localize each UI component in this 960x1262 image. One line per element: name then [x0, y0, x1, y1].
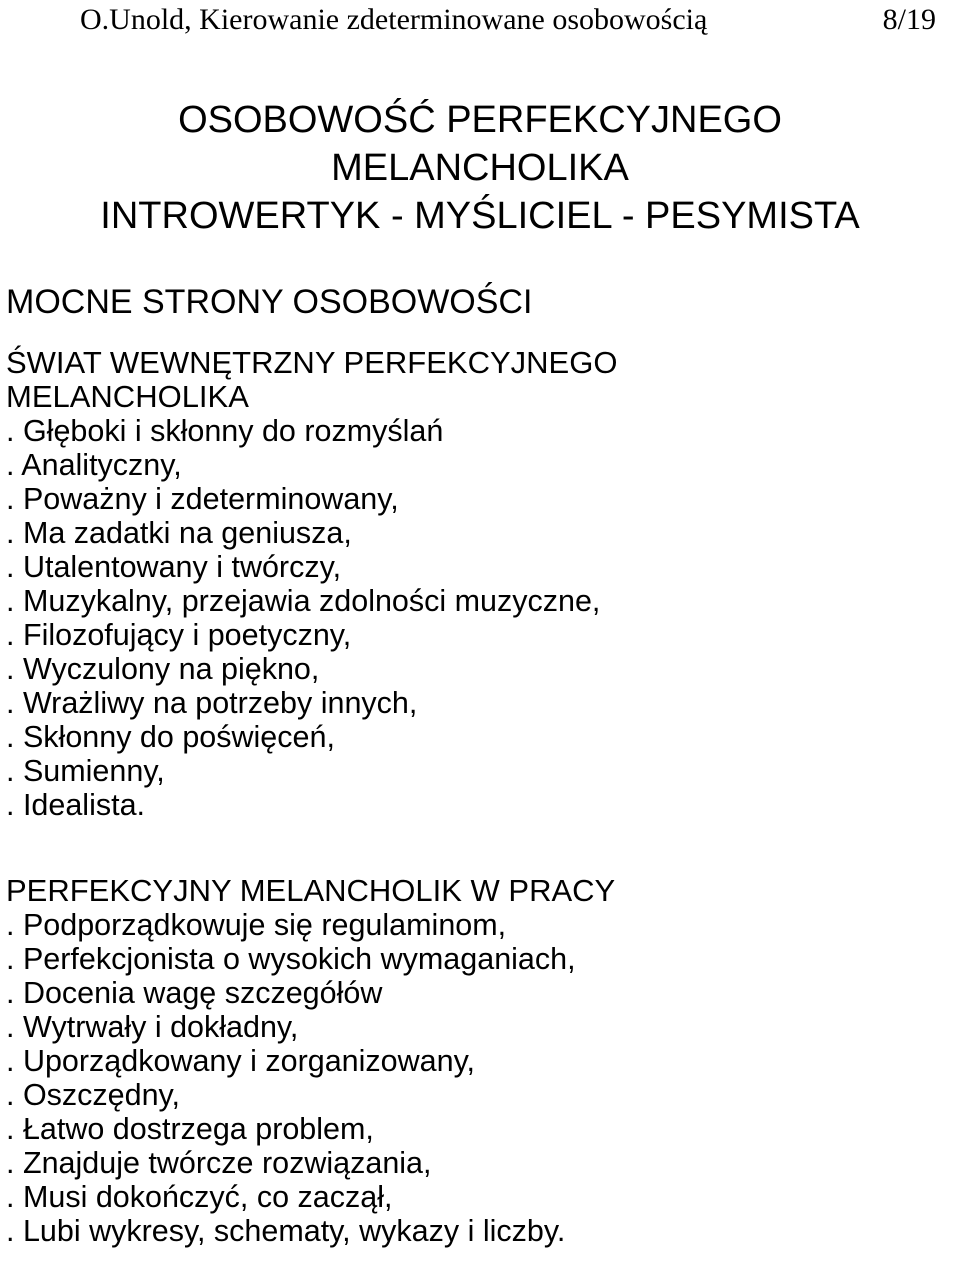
- list-item: . Wytrwały i dokładny,: [6, 1010, 299, 1044]
- list-item: . Idealista.: [6, 788, 146, 822]
- page-header: [80, 2, 936, 38]
- list-item: . Filozofujący i poetyczny,: [6, 618, 352, 652]
- at-work-heading: PERFEKCYJNY MELANCHOLIK W PRACY: [6, 873, 616, 908]
- list-item: . Wrażliwy na potrzeby innych,: [6, 686, 418, 720]
- list-item: . Musi dokończyć, co zaczął,: [6, 1180, 393, 1214]
- list-item: . Oszczędny,: [6, 1078, 181, 1112]
- list-item: . Docenia wagę szczegółów: [6, 976, 383, 1010]
- section-heading: MOCNE STRONY OSOBOWOŚCI: [6, 283, 533, 321]
- list-item: . Wyczulony na piękno,: [6, 652, 320, 686]
- list-item: . Skłonny do poświęceń,: [6, 720, 335, 754]
- list-item: . Podporządkowuje się regulaminom,: [6, 908, 507, 942]
- at-work-list: [6, 908, 615, 1248]
- list-item: . Lubi wykresy, schematy, wykazy i liczby.: [6, 1214, 566, 1248]
- list-item: . Ma zadatki na geniusza,: [6, 516, 352, 550]
- list-item: . Poważny i zdeterminowany,: [6, 482, 399, 516]
- page-number: 8/19: [882, 3, 936, 36]
- title-line-1: OSOBOWOŚĆ PERFEKCYJNEGO: [178, 99, 782, 141]
- title-line-3: INTROWERTYK - MYŚLICIEL - PESYMISTA: [100, 195, 860, 237]
- document-title: [0, 96, 960, 240]
- list-item: . Perfekcjonista o wysokich wymaganiach,: [6, 942, 576, 976]
- list-item: . Znajduje twórcze rozwiązania,: [6, 1146, 432, 1180]
- list-item: . Analityczny,: [6, 448, 182, 482]
- list-item: . Utalentowany i twórczy,: [6, 550, 342, 584]
- list-item: . Muzykalny, przejawia zdolności muzyczne,: [6, 584, 601, 618]
- inner-world-section: [6, 346, 617, 822]
- inner-world-heading: [6, 346, 617, 414]
- list-item: . Łatwo dostrzega problem,: [6, 1112, 374, 1146]
- list-item: . Głęboki i skłonny do rozmyślań: [6, 414, 444, 448]
- at-work-section: [6, 874, 615, 1248]
- list-item: . Sumienny,: [6, 754, 165, 788]
- inner-world-heading-line-2: MELANCHOLIKA: [6, 379, 249, 414]
- inner-world-list: [6, 414, 617, 822]
- title-line-2: MELANCHOLIKA: [331, 147, 629, 189]
- running-title: O.Unold, Kierowanie zdeterminowane osobowością: [80, 3, 708, 36]
- list-item: . Uporządkowany i zorganizowany,: [6, 1044, 476, 1078]
- inner-world-heading-line-1: ŚWIAT WEWNĘTRZNY PERFEKCYJNEGO: [6, 345, 618, 380]
